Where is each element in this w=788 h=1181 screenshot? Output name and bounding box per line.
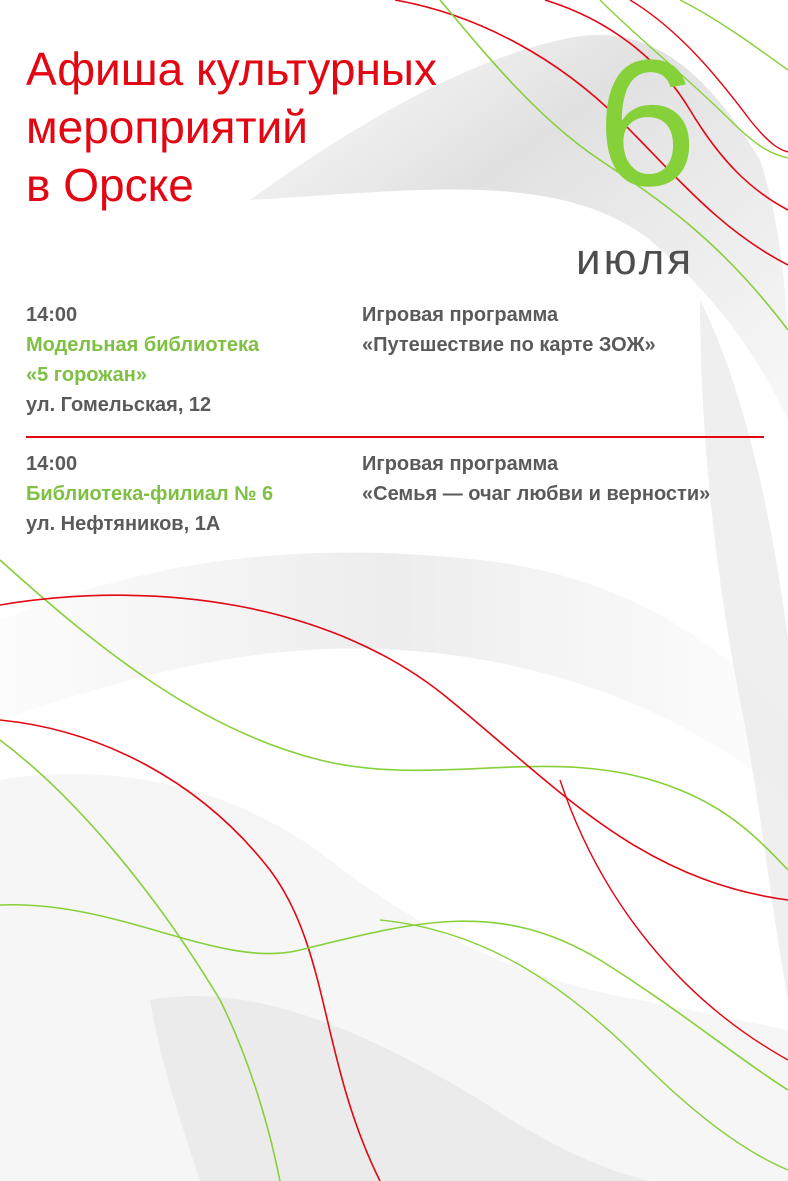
event-program-type: Игровая программа <box>362 304 559 326</box>
event-divider <box>26 436 764 438</box>
event-venue-block <box>26 449 356 539</box>
event-venue-line: Библиотека-филиал № 6 <box>26 483 274 505</box>
title-line-1: Афиша культурных <box>26 43 437 95</box>
date-day: 6 <box>596 23 698 224</box>
event-time: 14:00 <box>26 304 78 326</box>
event-program-type: Игровая программа <box>362 453 559 475</box>
event-time: 14:00 <box>26 453 78 475</box>
event-venue-block <box>26 300 356 420</box>
page-title <box>26 40 437 214</box>
title-line-2: мероприятий <box>26 101 308 153</box>
event-program-name: «Семья — очаг любви и верности» <box>362 483 711 505</box>
event-venue-line: Модельная библиотека <box>26 334 260 356</box>
event-program-block <box>362 300 782 360</box>
title-line-3: в Орске <box>26 159 194 211</box>
date-month: июля <box>576 235 695 284</box>
event-address: ул. Нефтяников, 1А <box>26 513 221 535</box>
brush-stroke-middle <box>0 553 788 801</box>
event-address: ул. Гомельская, 12 <box>26 394 212 416</box>
event-venue-line: «5 горожан» <box>26 364 148 386</box>
event-program-name: «Путешествие по карте ЗОЖ» <box>362 334 656 356</box>
event-program-block <box>362 449 782 509</box>
